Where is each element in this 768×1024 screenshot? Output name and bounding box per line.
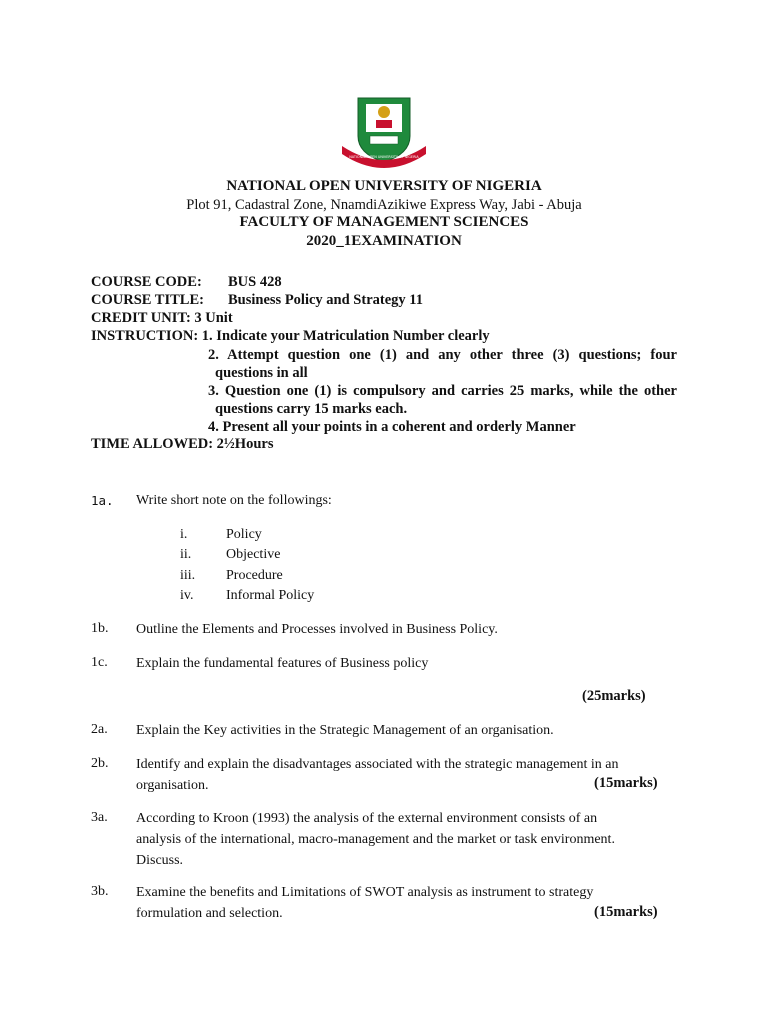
course-title: Business Policy and Strategy 11 — [228, 292, 423, 308]
university-logo — [336, 92, 432, 172]
instruction-3: 3. Question one (1) is compulsory and carries 25 marks, while the other — [208, 383, 677, 399]
course-code-label: COURSE CODE: — [91, 274, 202, 290]
marks-label: (25marks) — [582, 688, 646, 704]
question-number: 3b. — [91, 884, 109, 899]
university-name: NATIONAL OPEN UNIVERSITY OF NIGERIA — [226, 178, 542, 194]
course-code: BUS 428 — [228, 274, 282, 290]
instruction-1: 1. Indicate your Matriculation Number clearly — [201, 328, 490, 344]
question-number: 1a. — [91, 493, 114, 508]
course-title-row — [91, 292, 423, 309]
course-title-label: COURSE TITLE: — [91, 292, 204, 308]
list-item: Policy — [226, 527, 262, 542]
marks-label: (15marks) — [594, 775, 658, 791]
list-item: Informal Policy — [226, 588, 315, 603]
list-item-number: ii. — [180, 547, 192, 562]
question-text: Identify and explain the disadvantages associated with the strategic management in an — [136, 757, 619, 772]
question-text: Explain the fundamental features of Business policy — [136, 656, 429, 671]
instruction-row — [91, 328, 490, 345]
question-number: 2a. — [91, 722, 108, 737]
instruction-2-cont: questions in all — [215, 365, 308, 381]
question-number: 2b. — [91, 756, 109, 771]
instruction-4: 4. Present all your points in a coherent and orderly Manner — [208, 419, 576, 435]
question-number: 3a. — [91, 810, 108, 825]
instruction-2: 2. Attempt question one (1) and any other three (3) questions; four — [208, 347, 677, 363]
list-item-number: iv. — [180, 588, 194, 603]
marks-label: (15marks) — [594, 904, 658, 920]
time-allowed: TIME ALLOWED: 2½Hours — [91, 436, 274, 452]
faculty-name: FACULTY OF MANAGEMENT SCIENCES — [239, 214, 529, 230]
eagle-icon — [378, 106, 390, 118]
exam-title: 2020_1EXAMINATION — [306, 233, 462, 249]
instruction-3-cont: questions carry 15 marks each. — [215, 401, 408, 417]
question-text-cont: organisation. — [136, 778, 209, 793]
university-address: Plot 91, Cadastral Zone, NnamdiAzikiwe Express Way, Jabi - Abuja — [186, 197, 582, 213]
question-text: According to Kroon (1993) the analysis of the external environment consists of an — [136, 811, 598, 826]
question-number: 1c. — [91, 655, 108, 670]
question-text-cont: formulation and selection. — [136, 906, 283, 921]
list-item: Procedure — [226, 568, 283, 583]
list-item-number: iii. — [180, 568, 196, 583]
question-text: Examine the benefits and Limitations of SWOT analysis as instrument to strategy — [136, 885, 594, 900]
question-text-cont: Discuss. — [136, 853, 184, 868]
logo-motto: NATIONAL OPEN UNIVERSITY OF NIGERIA — [349, 155, 419, 159]
question-text: Write short note on the followings: — [136, 493, 332, 508]
list-item-number: i. — [180, 527, 188, 542]
question-text-cont: analysis of the international, macro-management and the market or task environment. — [136, 832, 615, 847]
credit-unit: CREDIT UNIT: 3 Unit — [91, 310, 233, 326]
question-text: Outline the Elements and Processes involved in Business Policy. — [136, 622, 498, 637]
list-item: Objective — [226, 547, 281, 562]
question-text: Explain the Key activities in the Strategic Management of an organisation. — [136, 723, 554, 738]
question-number: 1b. — [91, 621, 109, 636]
instruction-label: INSTRUCTION: — [91, 328, 199, 344]
course-code-row — [91, 274, 282, 291]
